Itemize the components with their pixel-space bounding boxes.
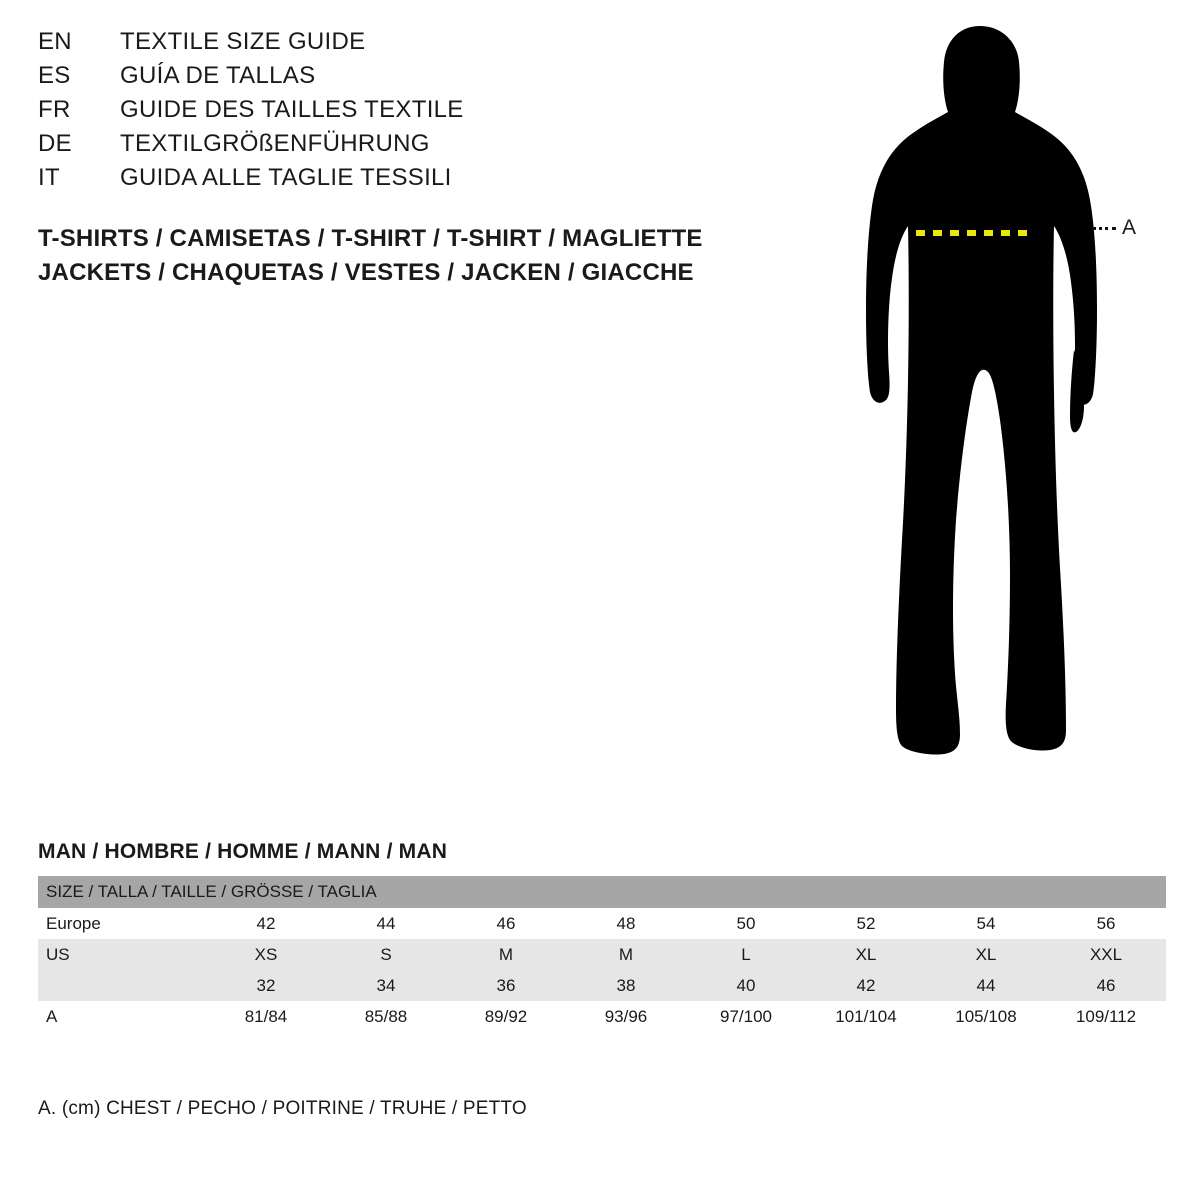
cell: M [446, 939, 566, 970]
list-item [38, 28, 798, 62]
cell: XL [806, 939, 926, 970]
table-row [38, 970, 1166, 1001]
table-row [38, 908, 1166, 939]
category-jackets: JACKETS / CHAQUETAS / VESTES / JACKEN / GIACCHE [38, 259, 694, 286]
table-header-row [38, 876, 1166, 908]
language-title: GUIDE DES TAILLES TEXTILE [120, 96, 464, 123]
language-code: IT [38, 164, 60, 191]
category-headings [38, 222, 818, 290]
cell: 46 [1046, 970, 1166, 1001]
language-code: EN [38, 28, 72, 55]
cell: 109/112 [1046, 1001, 1166, 1032]
cell: 42 [806, 970, 926, 1001]
cell: S [326, 939, 446, 970]
size-table-section [38, 840, 1166, 1032]
list-item [38, 96, 798, 130]
language-title: GUÍA DE TALLAS [120, 62, 316, 89]
cell: 101/104 [806, 1001, 926, 1032]
cell: 38 [566, 970, 686, 1001]
cell: 93/96 [566, 1001, 686, 1032]
cell: XL [926, 939, 1046, 970]
row-label: A [38, 1001, 206, 1032]
cell: 42 [206, 908, 326, 939]
footnote-chest: A. (cm) CHEST / PECHO / POITRINE / TRUHE / PETTO [38, 1098, 527, 1119]
cell: M [566, 939, 686, 970]
cell: 50 [686, 908, 806, 939]
row-label: US [38, 939, 206, 970]
language-code: DE [38, 130, 72, 157]
list-item [38, 62, 798, 96]
category-tshirts: T-SHIRTS / CAMISETAS / T-SHIRT / T-SHIRT / MAGLIETTE [38, 225, 703, 252]
cell: XS [206, 939, 326, 970]
size-table [38, 876, 1166, 1032]
language-title: TEXTILE SIZE GUIDE [120, 28, 366, 55]
language-code: FR [38, 96, 71, 123]
language-title: GUIDA ALLE TAGLIE TESSILI [120, 164, 452, 191]
language-code: ES [38, 62, 71, 89]
cell: 105/108 [926, 1001, 1046, 1032]
body-silhouette-figure [830, 20, 1180, 800]
cell: 34 [326, 970, 446, 1001]
cell: 85/88 [326, 1001, 446, 1032]
table-row [38, 1001, 1166, 1032]
list-item [38, 164, 798, 198]
cell: 36 [446, 970, 566, 1001]
cell: L [686, 939, 806, 970]
cell: 56 [1046, 908, 1166, 939]
cell: XXL [1046, 939, 1166, 970]
cell: 52 [806, 908, 926, 939]
cell: 44 [326, 908, 446, 939]
cell: 44 [926, 970, 1046, 1001]
language-list [38, 28, 798, 198]
measure-leader-line [1092, 227, 1116, 230]
cell: 40 [686, 970, 806, 1001]
cell: 48 [566, 908, 686, 939]
table-header-label: SIZE / TALLA / TAILLE / GRÖSSE / TAGLIA [38, 876, 1166, 908]
cell: 97/100 [686, 1001, 806, 1032]
cell: 32 [206, 970, 326, 1001]
table-row [38, 939, 1166, 970]
measure-label-a: A [1122, 216, 1137, 239]
cell: 89/92 [446, 1001, 566, 1032]
man-silhouette-icon [830, 20, 1180, 800]
section-title-man: MAN / HOMBRE / HOMME / MANN / MAN [38, 840, 448, 863]
row-label: Europe [38, 908, 206, 939]
row-label [38, 970, 206, 1001]
language-title: TEXTILGRÖßENFÜHRUNG [120, 130, 430, 157]
cell: 81/84 [206, 1001, 326, 1032]
cell: 54 [926, 908, 1046, 939]
cell: 46 [446, 908, 566, 939]
list-item [38, 130, 798, 164]
